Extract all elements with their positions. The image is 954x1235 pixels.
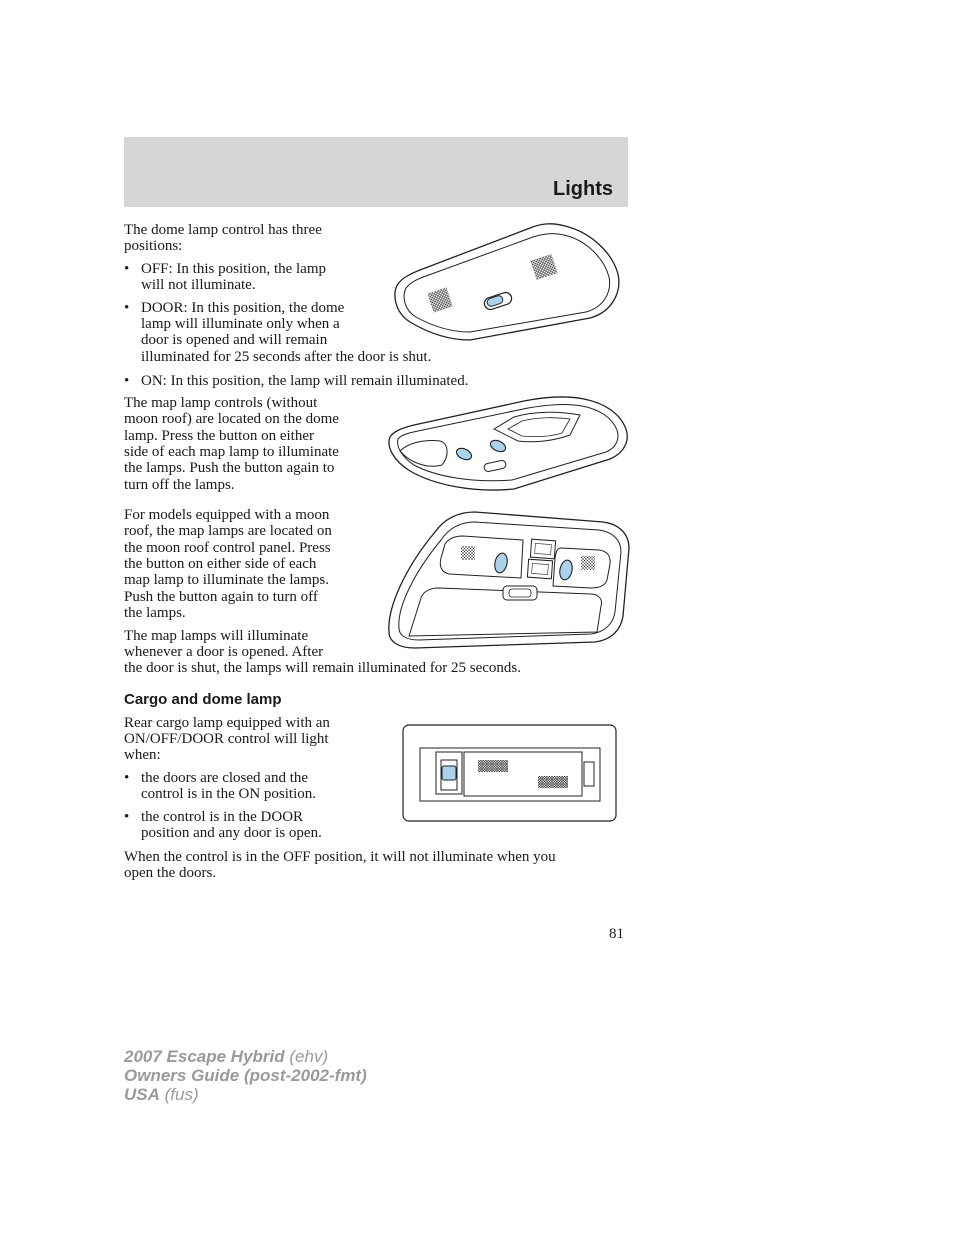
map-lamp-line: turn off the lamps. xyxy=(124,477,235,493)
footer-market: USA xyxy=(124,1085,160,1104)
map-lamp-line: side of each map lamp to illuminate xyxy=(124,444,339,460)
section-title: Lights xyxy=(553,178,613,200)
moon-roof-line: the lamps. xyxy=(124,605,186,621)
page-number: 81 xyxy=(609,926,624,942)
map-lamp-line: the lamps. Push the button again to xyxy=(124,460,335,476)
bullet-line: control is in the ON position. xyxy=(141,786,316,802)
illumination-line: the door is shut, the lamps will remain illuminated for 25 seconds. xyxy=(124,660,522,676)
dome-lamp-illustration xyxy=(390,222,626,344)
cargo-intro-line: when: xyxy=(124,747,161,763)
moon-roof-line: For models equipped with a moon xyxy=(124,507,330,523)
cargo-closing-line: open the doors. xyxy=(124,865,217,881)
bullet-line: will not illuminate. xyxy=(141,277,256,293)
map-lamp-illustration xyxy=(384,395,630,495)
illumination-line: whenever a door is opened. After xyxy=(124,644,324,660)
moon-roof-line: roof, the map lamps are located on xyxy=(124,523,332,539)
moon-roof-line: the button on either side of each xyxy=(124,556,317,572)
moon-roof-line: map lamp to illuminate the lamps. xyxy=(124,572,329,588)
cargo-heading: Cargo and dome lamp xyxy=(124,691,282,708)
map-lamp-line: The map lamp controls (without xyxy=(124,395,318,411)
bullet-line: the control is in the DOOR xyxy=(141,809,304,825)
bullet-line: illuminated for 25 seconds after the door is shut. xyxy=(141,349,432,365)
section-header xyxy=(124,137,628,207)
illumination-line: The map lamps will illuminate xyxy=(124,628,309,644)
moon-roof-line: Push the button again to turn off xyxy=(124,589,318,605)
bullet-line: lamp will illuminate only when a xyxy=(141,316,340,332)
footer-market-code: (fus) xyxy=(164,1085,199,1104)
bullet-line: DOOR: In this position, the dome xyxy=(141,300,345,316)
bullet-line: ON: In this position, the lamp will remain illuminated. xyxy=(141,373,469,389)
map-lamp-line: moon roof) are located on the dome xyxy=(124,411,339,427)
map-lamp-line: lamp. Press the button on either xyxy=(124,428,314,444)
bullet-line: OFF: In this position, the lamp xyxy=(141,261,327,277)
dome-intro-line1: The dome lamp control has three xyxy=(124,222,322,238)
bullet-dot: • xyxy=(124,261,130,277)
bullet-dot: • xyxy=(124,770,130,786)
bullet-dot: • xyxy=(124,809,130,825)
footer-model: 2007 Escape Hybrid xyxy=(124,1047,285,1066)
cargo-intro-line: Rear cargo lamp equipped with an xyxy=(124,715,330,731)
footer-line-3 xyxy=(124,1085,367,1104)
footer-model-code: (ehv) xyxy=(289,1047,329,1066)
cargo-closing-line: When the control is in the OFF position, it will not illuminate when you xyxy=(124,849,556,865)
cargo-intro-line: ON/OFF/DOOR control will light xyxy=(124,731,329,747)
bullet-dot: • xyxy=(124,300,130,316)
bullet-line: position and any door is open. xyxy=(141,825,322,841)
bullet-dot: • xyxy=(124,373,130,389)
footer-line-2 xyxy=(124,1066,367,1085)
document-footer xyxy=(124,1047,367,1104)
footer-guide: Owners Guide (post-2002-fmt) xyxy=(124,1066,367,1085)
bullet-line: the doors are closed and the xyxy=(141,770,309,786)
dome-intro-line2: positions: xyxy=(124,238,183,254)
bullet-line: door is opened and will remain xyxy=(141,332,328,348)
moon-roof-line: the moon roof control panel. Press xyxy=(124,540,331,556)
cargo-lamp-illustration xyxy=(402,724,618,823)
footer-line-1 xyxy=(124,1047,367,1066)
moon-roof-panel-illustration xyxy=(385,508,631,650)
